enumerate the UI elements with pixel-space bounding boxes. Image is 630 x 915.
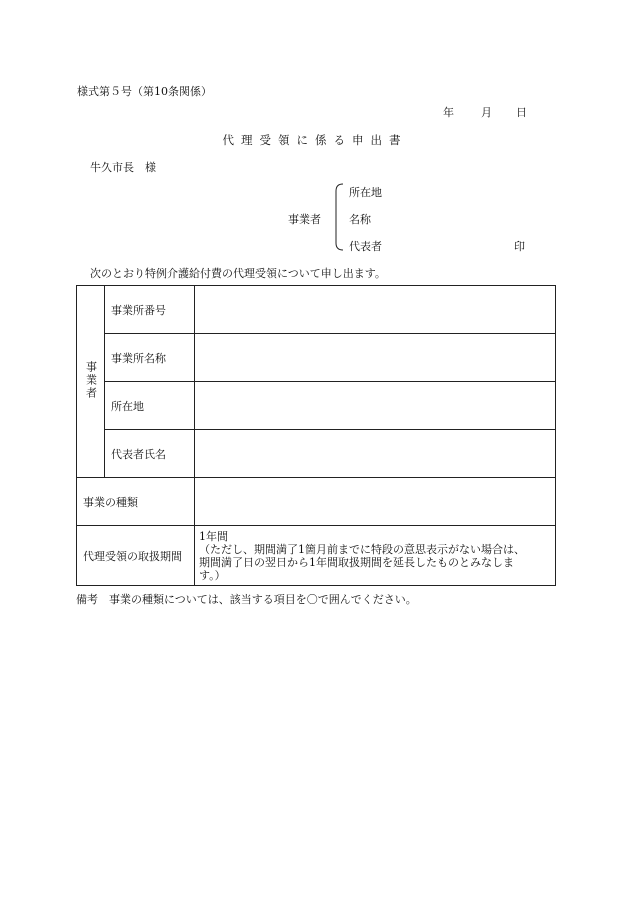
table-row	[77, 334, 556, 382]
table-row	[77, 478, 556, 526]
period-line: （ただし、期間満了1箇月前までに特段の意思表示がない場合は、	[199, 542, 525, 556]
date-month-label: 月	[481, 106, 492, 119]
table-row	[77, 526, 556, 586]
applicant-representative-label: 代表者	[349, 240, 382, 253]
date-year-label: 年	[443, 106, 454, 119]
office-number-field[interactable]	[195, 286, 556, 334]
table-row	[77, 382, 556, 430]
addressee: 牛久市長 様	[90, 161, 156, 174]
form-number: 様式第５号（第10条関係）	[77, 85, 212, 98]
office-name-label: 事業所名称	[105, 334, 195, 382]
office-name-field[interactable]	[195, 334, 556, 382]
seal-mark: 印	[514, 240, 525, 253]
period-line: 期間満了日の翌日から1年間取扱期間を延長したものとみなしま	[199, 555, 514, 569]
handling-period-label: 代理受領の取扱期間	[77, 526, 195, 586]
table-row	[77, 286, 556, 334]
business-operator-group-cell	[77, 286, 105, 478]
period-line: 1年間	[199, 529, 228, 543]
applicant-label: 事業者	[288, 213, 321, 226]
representative-name-label: 代表者氏名	[105, 430, 195, 478]
table-row	[77, 430, 556, 478]
business-operator-group-label: 事業者	[84, 360, 98, 400]
applicant-address-label: 所在地	[349, 186, 382, 199]
office-address-field[interactable]	[195, 382, 556, 430]
office-address-label: 所在地	[105, 382, 195, 430]
business-type-label: 事業の種類	[77, 478, 195, 526]
date-day-label: 日	[516, 106, 527, 119]
handling-period-text	[195, 526, 556, 586]
period-line: す。）	[199, 568, 226, 582]
office-number-label: 事業所番号	[105, 286, 195, 334]
applicant-name-label: 名称	[349, 213, 371, 226]
remarks-note: 備考 事業の種類については、該当する項目を〇で囲んでください。	[76, 593, 417, 606]
applicant-bracket	[334, 183, 344, 251]
application-table	[76, 285, 556, 586]
document-title: 代理受領に係る申出書	[222, 133, 408, 147]
intro-text: 次のとおり特例介護給付費の代理受領について申し出ます。	[90, 267, 386, 280]
representative-name-field[interactable]	[195, 430, 556, 478]
business-type-field[interactable]	[195, 478, 556, 526]
